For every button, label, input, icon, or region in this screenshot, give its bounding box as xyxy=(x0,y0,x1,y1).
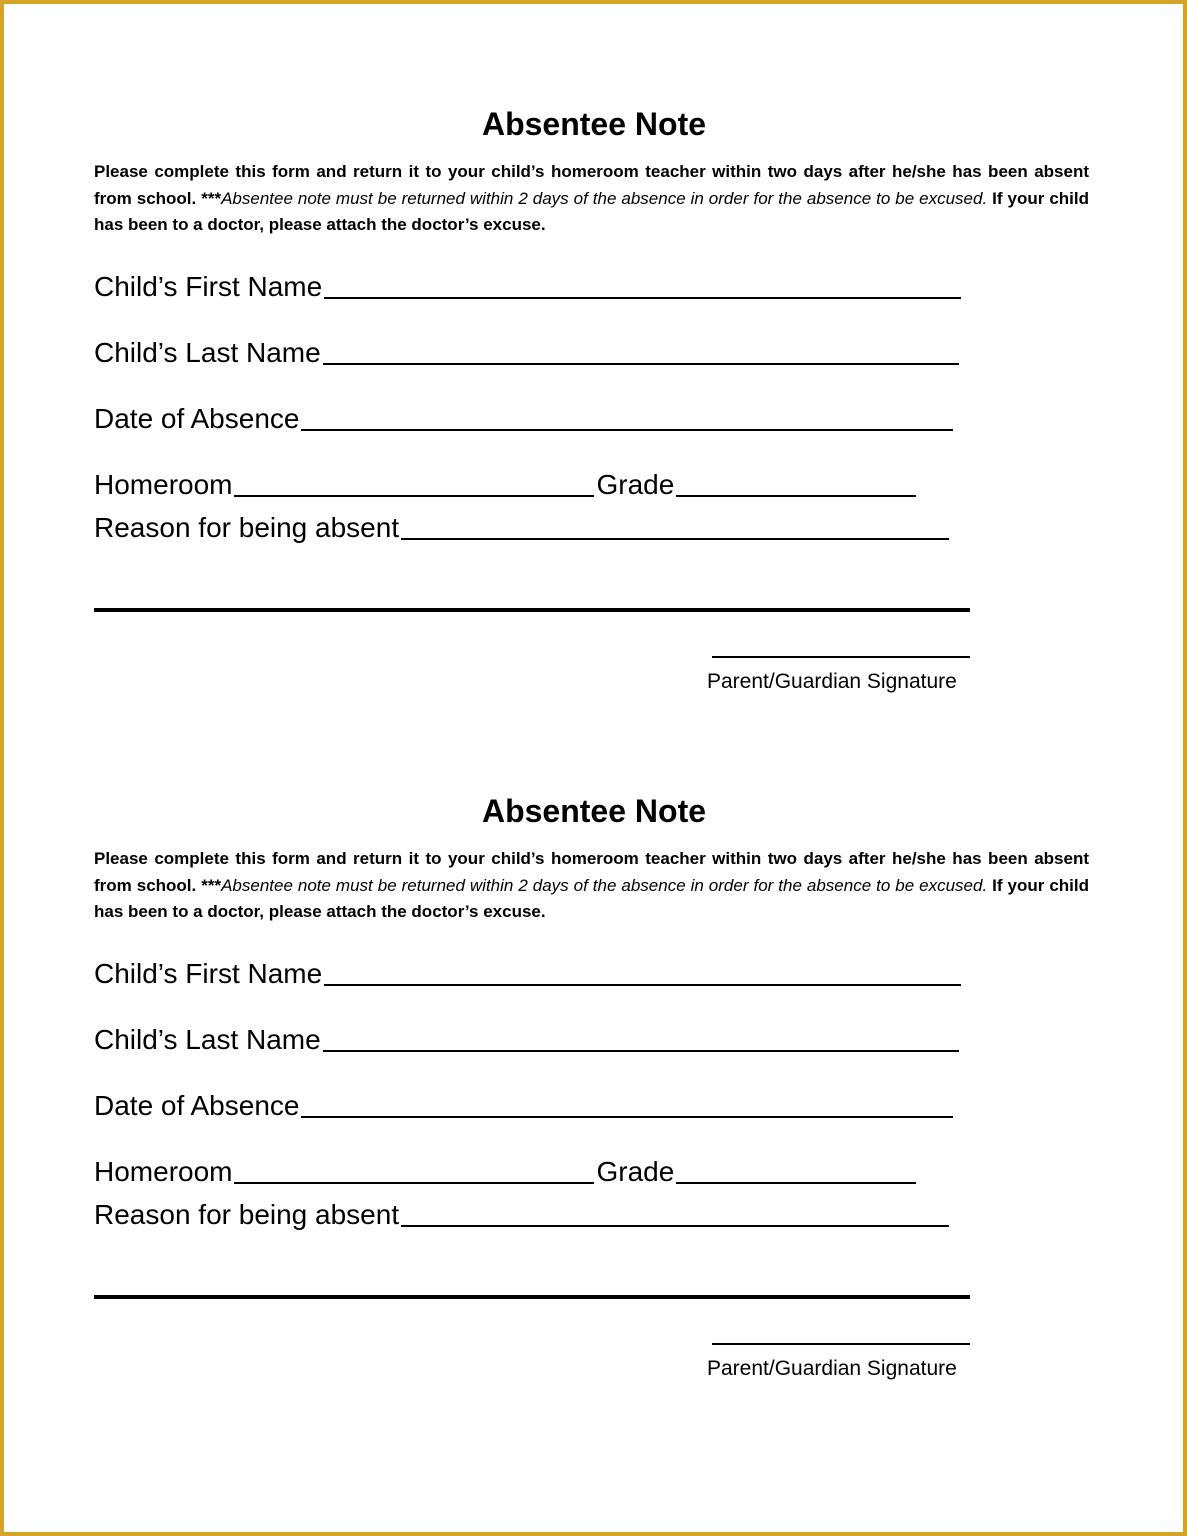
instructions-bold-lead: Please complete this form and return it to your child’s homeroom teacher within two days after he/she has been absent from school. *** xyxy=(94,162,1089,208)
first-name-blank[interactable] xyxy=(324,984,961,986)
instructions-bold-tail: If your child has been to a doctor, please attach the doctor’s excuse. xyxy=(94,875,1089,921)
signature-label: Parent/Guardian Signature xyxy=(707,670,957,693)
homeroom-label: Homeroom xyxy=(94,469,233,500)
date-of-absence-label: Date of Absence xyxy=(94,1090,300,1121)
first-name-label: Child’s First Name xyxy=(94,958,323,989)
instructions-bold-lead: Please complete this form and return it to your child’s homeroom teacher within two days after he/she has been absent from school. *** xyxy=(94,849,1089,895)
homeroom-blank[interactable] xyxy=(234,495,594,497)
reason-label: Reason for being absent xyxy=(94,1199,400,1230)
reason-label: Reason for being absent xyxy=(94,512,400,543)
homeroom-grade-field[interactable] xyxy=(94,1149,916,1189)
signature-line[interactable] xyxy=(712,1343,970,1345)
grade-label: Grade xyxy=(596,469,675,500)
first-name-label: Child’s First Name xyxy=(94,271,323,302)
first-name-field[interactable] xyxy=(94,951,961,991)
grade-label: Grade xyxy=(596,1156,675,1187)
grade-blank[interactable] xyxy=(676,495,916,497)
note-instructions xyxy=(94,846,1089,926)
last-name-field[interactable] xyxy=(94,1017,959,1057)
last-name-label: Child’s Last Name xyxy=(94,1024,321,1055)
date-of-absence-field[interactable] xyxy=(94,396,953,436)
reason-extra-line[interactable] xyxy=(94,1295,970,1299)
instructions-bold-tail: If your child has been to a doctor, please attach the doctor’s excuse. xyxy=(94,188,1089,234)
last-name-blank[interactable] xyxy=(323,363,959,365)
grade-blank[interactable] xyxy=(676,1182,916,1184)
instructions-italic: Absentee note must be returned within 2 days of the absence in order for the absence to be excused. xyxy=(221,875,988,895)
reason-extra-line[interactable] xyxy=(94,608,970,612)
homeroom-label: Homeroom xyxy=(94,1156,233,1187)
instructions-italic: Absentee note must be returned within 2 days of the absence in order for the absence to be excused. xyxy=(221,188,988,208)
reason-field[interactable] xyxy=(94,505,949,545)
homeroom-grade-field[interactable] xyxy=(94,462,916,502)
note-title: Absentee Note xyxy=(481,106,707,142)
note-title: Absentee Note xyxy=(481,793,707,829)
date-of-absence-blank[interactable] xyxy=(301,1116,953,1118)
reason-blank[interactable] xyxy=(401,538,949,540)
last-name-field[interactable] xyxy=(94,330,959,370)
reason-field[interactable] xyxy=(94,1192,949,1232)
last-name-label: Child’s Last Name xyxy=(94,337,321,368)
first-name-field[interactable] xyxy=(94,264,961,304)
first-name-blank[interactable] xyxy=(324,297,961,299)
last-name-blank[interactable] xyxy=(323,1050,959,1052)
homeroom-blank[interactable] xyxy=(234,1182,594,1184)
absentee-note-1 xyxy=(4,104,1183,724)
date-of-absence-label: Date of Absence xyxy=(94,403,300,434)
signature-label: Parent/Guardian Signature xyxy=(707,1357,957,1380)
note-instructions xyxy=(94,159,1089,239)
reason-blank[interactable] xyxy=(401,1225,949,1227)
date-of-absence-blank[interactable] xyxy=(301,429,953,431)
signature-line[interactable] xyxy=(712,656,970,658)
absentee-note-2 xyxy=(4,791,1183,1411)
date-of-absence-field[interactable] xyxy=(94,1083,953,1123)
